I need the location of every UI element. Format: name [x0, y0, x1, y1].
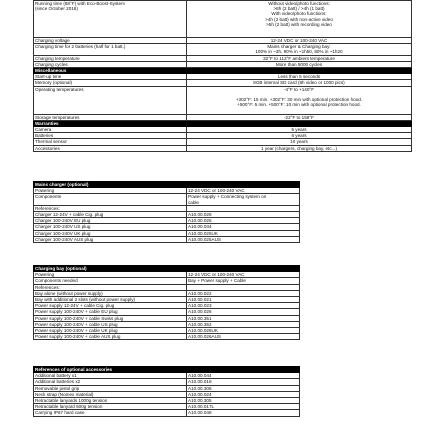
- row-value: Power supply + Connecting system on cable: [187, 194, 300, 205]
- charging-bay-heading: Charging bay (optional): [34, 266, 187, 272]
- section-heading: Miscellaneous: [34, 68, 187, 74]
- row-label: Retractable lanyards 1000g tension: [34, 398, 187, 404]
- table-row: [34, 410, 300, 416]
- row-value: Mains charger & Charging bay: 100% in ~3h, 90% in ~1h50, 80% in ~1h20: [187, 44, 412, 55]
- row-label: Charger 100-240V AUS plug: [34, 236, 187, 242]
- row-value: 1 year (chargers, charging bay, etc...): [187, 145, 412, 151]
- row-value: A10.00.026UK: [187, 328, 300, 334]
- row-value: A10.00.028: [187, 212, 300, 218]
- row-label: Charging voltage: [34, 38, 187, 44]
- row-value: 5 years: [187, 127, 412, 133]
- row-value: A10.00.025UK: [187, 230, 300, 236]
- row-label: Neck strap (Nomex material): [34, 391, 187, 397]
- row-value: A10.00.351: [187, 315, 300, 321]
- row-label: Power supply 100-240V + cable EU plug: [34, 309, 187, 315]
- mains-charger-table: [33, 181, 300, 243]
- table-row: [34, 145, 412, 151]
- row-label: Removable pistol grip: [34, 385, 187, 391]
- row-value: 32°F to 113°F ambient temperature: [187, 55, 412, 61]
- row-label: Power supply 100-240V + cable AUS plug: [34, 334, 187, 340]
- row-label: Components: [34, 194, 187, 205]
- row-label: Accessories: [34, 145, 187, 151]
- row-label: Charger 12-24V + cable Cig. plug: [34, 212, 187, 218]
- row-label: Memory (optional): [34, 80, 187, 86]
- row-value: A10.00.306: [187, 385, 300, 391]
- row-label: Charging temperature: [34, 55, 187, 61]
- row-value: 12-24 VDC or 100-240 VAC: [187, 38, 412, 44]
- row-label: Powering: [34, 272, 187, 278]
- row-label: Batteries: [34, 133, 187, 139]
- row-value: A10.00.025: [187, 218, 300, 224]
- section-heading: Warranties: [34, 120, 187, 126]
- row-value: -4°F to +140°F +302°F: 15 min. +302°F: 30 min with optional protection hood. +500°F: 5 min. +500°F: 10 min with optional protection hood.: [187, 86, 412, 114]
- charging-bay-table: [33, 265, 300, 340]
- row-label: Operating temperatures: [34, 86, 187, 114]
- row-value: A10.00.024: [187, 391, 300, 397]
- row-label: Charger 100-240V US plug: [34, 224, 187, 230]
- row-label: Bay alone (without power supply): [34, 290, 187, 296]
- row-value: A10.00.048: [187, 410, 300, 416]
- row-label: Charging time for 2 batteries (half for 1 batt.): [34, 44, 187, 55]
- row-label: Carrying IP67 hard case: [34, 410, 187, 416]
- row-value: A10.00.352: [187, 321, 300, 327]
- row-value: A10.00.034: [187, 224, 300, 230]
- row-label: References:: [34, 284, 187, 290]
- row-label: Retractable lanyard 500g tension: [34, 404, 187, 410]
- row-value: A10.00.044: [187, 373, 300, 379]
- row-value: A10.00.023: [187, 303, 300, 309]
- row-value: 8GB internal SD card (8h video or 1000 pics): [187, 80, 412, 86]
- accessories-table: [33, 366, 300, 417]
- table-row: [34, 334, 300, 340]
- row-label: Powering: [34, 188, 187, 194]
- row-value: A10.00.017L: [187, 404, 300, 410]
- row-value: A10.00.025AUS: [187, 236, 300, 242]
- row-value: A10.00.021: [187, 297, 300, 303]
- row-label: Charger 100-240V UK plug: [34, 230, 187, 236]
- row-label: Power supply 100-240V + cable US plug: [34, 321, 187, 327]
- row-value: A10.00.026AUS: [187, 334, 300, 340]
- row-value: 10 years: [187, 139, 412, 145]
- row-value: Bay + Power supply + Cable: [187, 278, 300, 284]
- row-label: Storage temperatures: [34, 114, 187, 120]
- row-label: Bay with additional 2 slots (without power supply): [34, 297, 187, 303]
- spec-table: [33, 0, 412, 152]
- row-label: References:: [34, 205, 187, 211]
- spec-label: Running time (68°F) with Eco-Boost-System (since October 2018): [34, 1, 187, 38]
- row-value: 12-24 VDC or 100-240 VAC: [187, 188, 300, 194]
- row-value: A10.00.022: [187, 290, 300, 296]
- row-value: Less than 5 seconds: [187, 74, 412, 80]
- row-label: Power supply 100-240V + cable UK plug: [34, 328, 187, 334]
- row-value: 6 years: [187, 133, 412, 139]
- spec-row-running-time: [34, 1, 412, 38]
- table-row: [34, 44, 412, 55]
- table-row: [34, 236, 300, 242]
- table-row: [34, 194, 300, 205]
- row-label: Additional battery x1: [34, 373, 187, 379]
- row-label: Additional batteries x2: [34, 379, 187, 385]
- row-label: Charger 100-240V EU plug: [34, 218, 187, 224]
- row-value: A10.00.305: [187, 398, 300, 404]
- row-label: Charging cycles: [34, 61, 187, 67]
- row-label: Power supply 100-240V + cable Swiss plug: [34, 315, 187, 321]
- row-value: More than 5000 cycles: [187, 61, 412, 67]
- row-value: -22°F to 158°F: [187, 114, 412, 120]
- accessories-heading: References of optional accessories: [34, 367, 187, 373]
- row-label: Power supply 12-24V + cable Cig. plug: [34, 303, 187, 309]
- row-value: A10.00.016: [187, 379, 300, 385]
- row-value: A10.00.026: [187, 309, 300, 315]
- row-label: Camera: [34, 127, 187, 133]
- row-label: Components needed: [34, 278, 187, 284]
- row-label: Thermal sensor: [34, 139, 187, 145]
- table-row: [34, 86, 412, 114]
- mains-charger-heading: Mains charger (optional): [34, 182, 187, 188]
- spec-value: Without video/photo functions: >8h (2 batt) / >4h (1 batt) With video/photo functions: >4h (2 batt) with non-active video >5h (2 batt) with recording video: [187, 1, 412, 38]
- row-label: Start-up time: [34, 74, 187, 80]
- row-value: 12-24 VDC or 100-240 VAC: [187, 272, 300, 278]
